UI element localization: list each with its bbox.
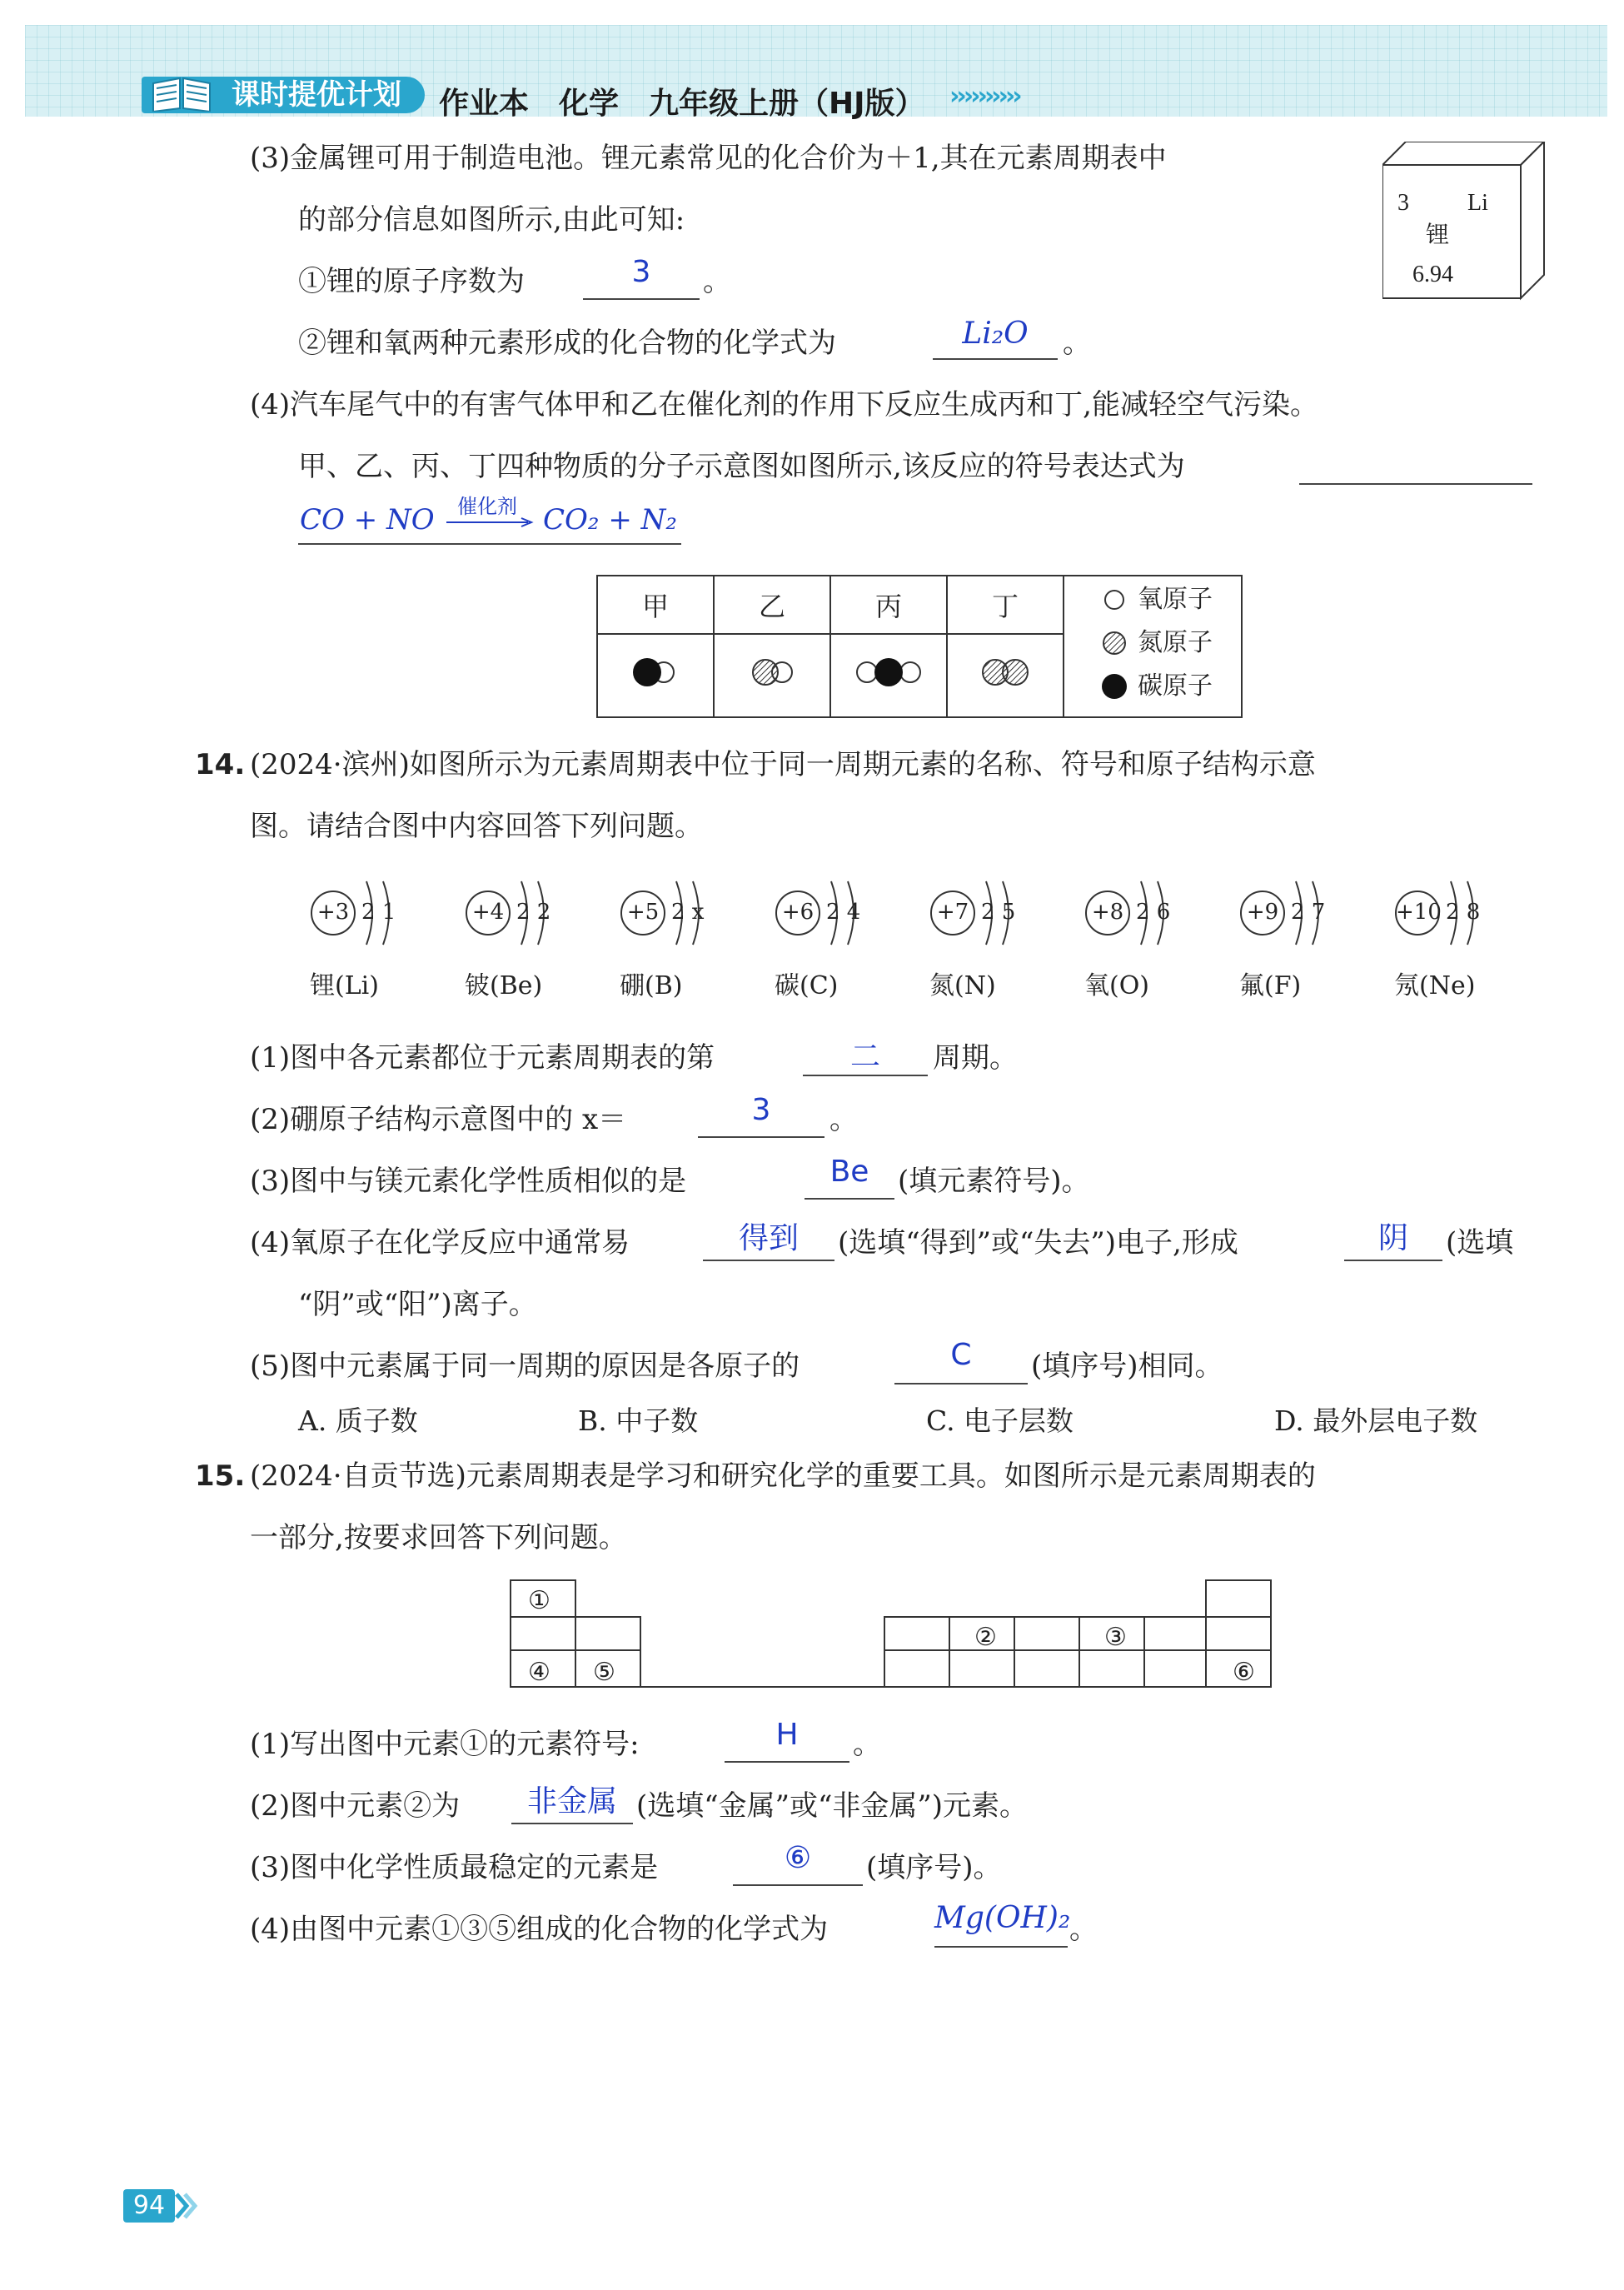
q14-number: 14. bbox=[195, 748, 246, 781]
header-arrows: ›››››››››› bbox=[949, 82, 1019, 111]
molecule-yi bbox=[714, 634, 830, 717]
q13-p3-b: ②锂和氧两种元素形成的化合物的化学式为 bbox=[298, 327, 836, 360]
atom-nucleus-charge: +7 bbox=[936, 900, 969, 925]
legend-oxygen: 氧原子 bbox=[1138, 585, 1213, 614]
atom-shell-electrons: 2 4 bbox=[826, 900, 861, 925]
q15-stem2: 一部分,按要求回答下列问题。 bbox=[250, 1521, 627, 1554]
q14-p3-answer: Be bbox=[829, 1155, 869, 1189]
q14-p3-end: (填元素符号)。 bbox=[898, 1165, 1090, 1198]
q15-p4-answer: Mg(OH)₂ bbox=[934, 1901, 1071, 1935]
q15-p4-blank bbox=[934, 1946, 1068, 1948]
atom-diagram bbox=[618, 875, 743, 950]
q14-p4-line2: “阴”或“阳”)离子。 bbox=[298, 1288, 537, 1321]
atom-element-name: 氮(N) bbox=[929, 971, 996, 1000]
pt-mark-3: ③ bbox=[1104, 1623, 1127, 1652]
q14-p2-answer: 3 bbox=[751, 1093, 771, 1127]
pt-mark-5: ⑤ bbox=[593, 1658, 615, 1687]
atom-diagram bbox=[463, 875, 588, 950]
mol-header-bing: 丙 bbox=[830, 576, 947, 634]
atom-shell-electrons: 2 x bbox=[671, 900, 705, 925]
atom-element-name: 铍(Be) bbox=[465, 971, 543, 1000]
atom-nucleus-charge: +5 bbox=[626, 900, 660, 925]
pt-mark-6: ⑥ bbox=[1233, 1658, 1255, 1687]
q13-p3-line1: (3)金属锂可用于制造电池。锂元素常见的化合价为＋1,其在元素周期表中 bbox=[250, 142, 1167, 175]
atom-element-name: 硼(B) bbox=[620, 971, 683, 1000]
page-arrow-icon bbox=[173, 2191, 198, 2221]
q14-p5-answer: C bbox=[950, 1338, 972, 1372]
q15-p2-answer: 非金属 bbox=[526, 1784, 617, 1819]
q13-p3-b-end: 。 bbox=[1063, 327, 1091, 360]
q15-number: 15. bbox=[195, 1459, 246, 1493]
band-title: 课时提优计划 bbox=[232, 78, 401, 112]
q13-p4-blank1 bbox=[1299, 483, 1532, 485]
q14-p1-answer: 二 bbox=[849, 1040, 880, 1074]
q15-p1-answer: H bbox=[775, 1718, 799, 1752]
atom-diagram bbox=[773, 875, 898, 950]
q15-p1: (1)写出图中元素①的元素符号: bbox=[250, 1728, 640, 1761]
q14-p3-blank bbox=[805, 1198, 894, 1200]
atom-element-name: 氟(F) bbox=[1239, 971, 1302, 1000]
atom-shell-electrons: 2 1 bbox=[361, 900, 396, 925]
atom-element-name: 锂(Li) bbox=[310, 971, 379, 1000]
book-icon bbox=[150, 72, 213, 112]
q14-p4-blank1 bbox=[703, 1260, 834, 1261]
q15-p4-end: 。 bbox=[1069, 1913, 1098, 1946]
q15-p2: (2)图中元素②为 bbox=[250, 1789, 461, 1823]
atom-diagram bbox=[308, 875, 433, 950]
atom-diagram bbox=[928, 875, 1053, 950]
q14-p4-answer1: 得到 bbox=[738, 1221, 799, 1255]
molecule-ding bbox=[947, 634, 1064, 717]
mol-header-jia: 甲 bbox=[597, 576, 714, 634]
q13-p3-a-answer: 3 bbox=[631, 255, 651, 289]
q13-p4-line1: (4)汽车尾气中的有害气体甲和乙在催化剂的作用下反应生成丙和丁,能减轻空气污染。 bbox=[250, 388, 1318, 422]
q15-p3-blank bbox=[733, 1884, 863, 1886]
q13-p3-line2: 的部分信息如图所示,由此可知: bbox=[298, 203, 685, 237]
q13-p3-b-blank bbox=[933, 358, 1058, 360]
q15-p4: (4)由图中元素①③⑤组成的化合物的化学式为 bbox=[250, 1913, 829, 1946]
q15-p3-answer: ⑥ bbox=[784, 1841, 812, 1875]
q13-p3-a-blank bbox=[583, 298, 700, 300]
atom-nucleus-charge: +4 bbox=[471, 900, 505, 925]
series-title: 作业本 化学 九年级上册（HJ版） bbox=[439, 87, 925, 121]
q15-stem1: (2024·自贡节选)元素周期表是学习和研究化学的重要工具。如图所示是元素周期表的 bbox=[250, 1459, 1316, 1493]
q13-p4-line2: 甲、乙、丙、丁四种物质的分子示意图如图所示,该反应的符号表达式为 bbox=[298, 450, 1185, 483]
q14-p4-mid: (选填“得到”或“失去”)电子,形成 bbox=[838, 1226, 1238, 1260]
q14-p3: (3)图中与镁元素化学性质相似的是 bbox=[250, 1165, 687, 1198]
molecule-bing bbox=[830, 634, 947, 717]
atom-shell-electrons: 2 8 bbox=[1446, 900, 1481, 925]
pt-mark-1: ① bbox=[528, 1586, 550, 1615]
mol-header-yi: 乙 bbox=[714, 576, 830, 634]
q14-p5-end: (填序号)相同。 bbox=[1031, 1350, 1223, 1383]
atom-diagram bbox=[1083, 875, 1208, 950]
legend-nitrogen: 氮原子 bbox=[1138, 628, 1213, 657]
atom-element-name: 碳(C) bbox=[775, 971, 839, 1000]
q14-option-b: B. 中子数 bbox=[578, 1404, 699, 1437]
page-number: 94 bbox=[123, 2189, 175, 2223]
atom-shell-electrons: 2 5 bbox=[981, 900, 1016, 925]
q14-p1: (1)图中各元素都位于元素周期表的第 bbox=[250, 1041, 715, 1075]
q15-p3: (3)图中化学性质最稳定的元素是 bbox=[250, 1851, 659, 1884]
atom-shell-electrons: 2 6 bbox=[1136, 900, 1171, 925]
q14-p1-end: 周期。 bbox=[933, 1041, 1018, 1075]
atom-nucleus-charge: +8 bbox=[1091, 900, 1124, 925]
pt-mark-4: ④ bbox=[528, 1658, 550, 1687]
q14-p5: (5)图中元素属于同一周期的原因是各原子的 bbox=[250, 1350, 800, 1383]
q13-p3-a-end: 。 bbox=[703, 265, 731, 298]
q13-p4-answer-left: CO + NO bbox=[300, 503, 435, 536]
q13-p4-blank2 bbox=[298, 543, 681, 545]
q14-p5-blank bbox=[894, 1383, 1028, 1384]
atom-diagram bbox=[1238, 875, 1362, 950]
reaction-arrow-icon bbox=[445, 516, 536, 528]
atom-nucleus-charge: +6 bbox=[781, 900, 814, 925]
atom-shell-electrons: 2 2 bbox=[516, 900, 551, 925]
q14-p2: (2)硼原子结构示意图中的 x＝ bbox=[250, 1103, 627, 1136]
q14-p4-end: (选填 bbox=[1446, 1226, 1514, 1260]
q15-p3-end: (填序号)。 bbox=[866, 1851, 1002, 1884]
legend-carbon: 碳原子 bbox=[1138, 671, 1213, 701]
card-symbol: Li bbox=[1467, 190, 1488, 216]
co2-molecule-icon bbox=[847, 656, 930, 689]
q14-option-a: A. 质子数 bbox=[298, 1404, 418, 1437]
atom-nucleus-charge: +9 bbox=[1246, 900, 1279, 925]
q14-p2-blank bbox=[698, 1136, 824, 1138]
atom-nucleus-charge: +3 bbox=[316, 900, 350, 925]
n2-molecule-icon bbox=[972, 656, 1039, 689]
card-mass: 6.94 bbox=[1412, 262, 1453, 287]
molecule-jia bbox=[597, 634, 714, 717]
q15-p2-end: (选填“金属”或“非金属”)元素。 bbox=[636, 1789, 1029, 1823]
legend-icons bbox=[1101, 588, 1131, 705]
q14-stem2: 图。请结合图中内容回答下列问题。 bbox=[250, 810, 703, 843]
q14-p4-blank2 bbox=[1344, 1260, 1442, 1261]
mol-header-ding: 丁 bbox=[947, 576, 1064, 634]
card-number: 3 bbox=[1397, 190, 1409, 216]
q14-p4: (4)氧原子在化学反应中通常易 bbox=[250, 1226, 630, 1260]
co-molecule-icon bbox=[622, 656, 689, 689]
atom-element-name: 氖(Ne) bbox=[1394, 971, 1476, 1000]
atom-shell-electrons: 2 7 bbox=[1291, 900, 1326, 925]
q14-p4-answer2: 阴 bbox=[1377, 1221, 1408, 1255]
q15-p1-blank bbox=[725, 1761, 849, 1763]
q14-stem1: (2024·滨州)如图所示为元素周期表中位于同一周期元素的名称、符号和原子结构示意 bbox=[250, 748, 1316, 781]
atom-diagram bbox=[1392, 875, 1517, 950]
lithium-element-card bbox=[1382, 142, 1549, 308]
q14-option-d: D. 最外层电子数 bbox=[1274, 1404, 1478, 1437]
atom-element-name: 氧(O) bbox=[1084, 971, 1150, 1000]
q15-p2-blank bbox=[511, 1823, 633, 1824]
pt-mark-2: ② bbox=[974, 1623, 997, 1652]
q13-p3-b-answer: Li₂O bbox=[962, 317, 1029, 351]
no-molecule-icon bbox=[739, 656, 805, 689]
q13-p3-a: ①锂的原子序数为 bbox=[298, 265, 525, 298]
periodic-table-fragment bbox=[510, 1579, 1276, 1696]
q13-p4-answer-condition: 催化剂 bbox=[457, 495, 517, 518]
atom-nucleus-charge: +10 bbox=[1396, 900, 1442, 925]
q14-option-c: C. 电子层数 bbox=[926, 1404, 1074, 1437]
q15-p1-end: 。 bbox=[853, 1728, 881, 1761]
q14-p2-end: 。 bbox=[829, 1103, 858, 1136]
card-name: 锂 bbox=[1426, 221, 1450, 248]
q13-p4-answer-right: CO₂ + N₂ bbox=[543, 503, 678, 536]
